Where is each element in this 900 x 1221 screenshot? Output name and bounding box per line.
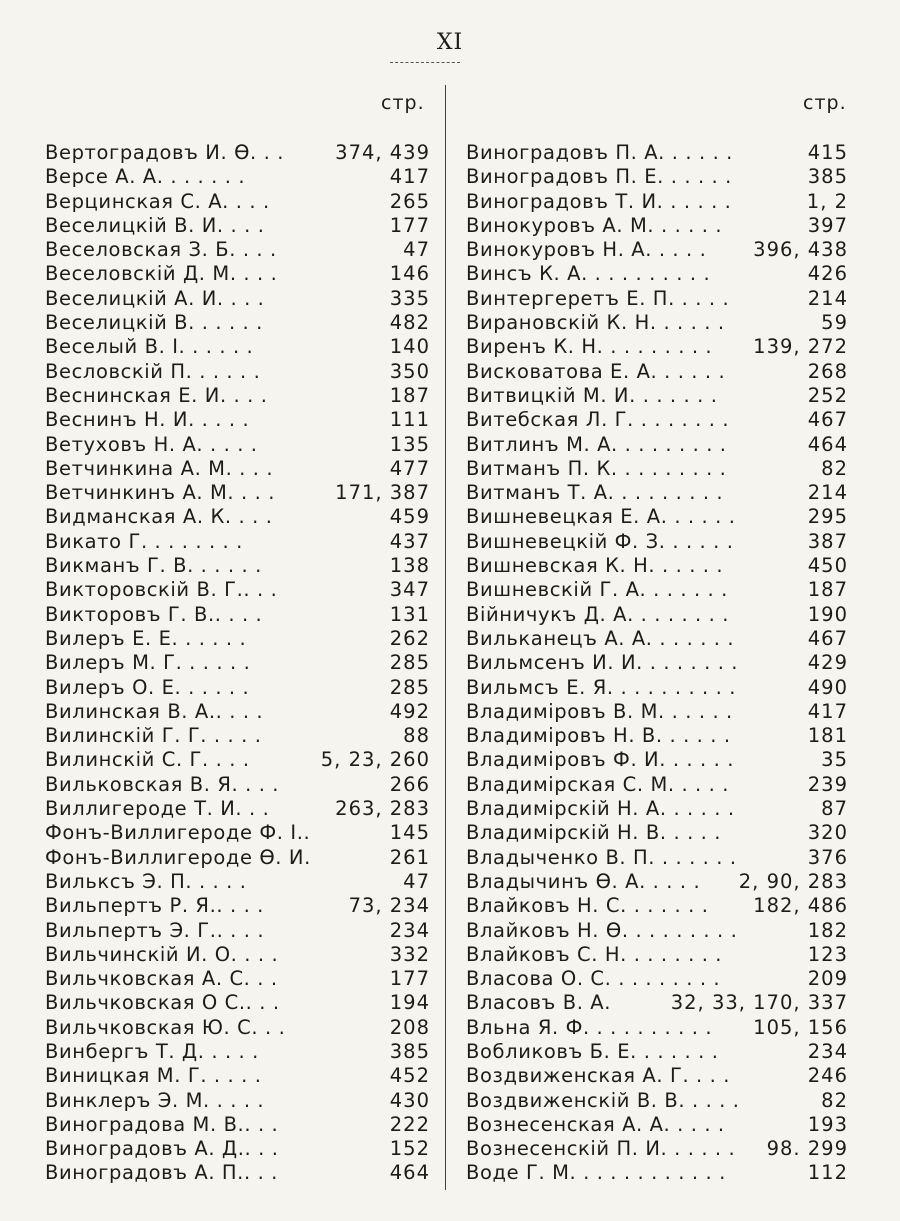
entry-pages: 182, 486 — [749, 894, 848, 918]
index-entry — [466, 919, 848, 943]
entry-name: Владимірскій Н. В. . . . . — [466, 821, 722, 845]
entry-pages: 187 — [804, 578, 848, 602]
entry-pages: 140 — [386, 335, 430, 359]
index-entry — [466, 870, 848, 894]
entry-name: Викманъ Г. В. . . . . . — [45, 554, 262, 578]
entry-pages: 222 — [386, 1113, 430, 1137]
entry-name: Владимірская С. М. . . . . — [466, 772, 730, 796]
entry-pages: 152 — [386, 1137, 430, 1161]
entry-pages: 490 — [804, 676, 848, 700]
entry-pages: 239 — [804, 773, 848, 797]
index-entry — [45, 360, 430, 384]
entry-pages: 112 — [804, 1161, 848, 1185]
entry-pages: 347 — [386, 578, 430, 602]
entry-name: Вознесенская А. А. . . . . — [466, 1112, 725, 1136]
entry-pages: 47 — [399, 238, 430, 262]
entry-name: Власова О. С. . . . . . . . . — [466, 967, 721, 991]
entry-pages: 320 — [804, 821, 848, 845]
header-rule — [390, 62, 460, 63]
entry-pages: 417 — [386, 165, 430, 189]
entry-name: Веселовскій Д. М. . . . — [45, 262, 278, 286]
entry-pages: 214 — [804, 287, 848, 311]
index-entry — [466, 554, 848, 578]
entry-name: Веселый В. І. . . . . . — [45, 335, 254, 359]
index-entry — [466, 773, 848, 797]
entry-name: Воздвиженскій В. В. . . . . — [466, 1088, 740, 1112]
entry-pages: 146 — [386, 262, 430, 286]
entry-name: Владыченко В. П. . . . . . . — [466, 845, 737, 869]
entry-name: Весловскій П. . . . . . — [45, 359, 261, 383]
entry-pages: 209 — [804, 967, 848, 991]
entry-pages: 429 — [804, 651, 848, 675]
entry-pages: 285 — [386, 651, 430, 675]
index-entry — [45, 554, 430, 578]
index-entry — [45, 919, 430, 943]
entry-pages: 385 — [386, 1040, 430, 1064]
entry-pages: 397 — [804, 214, 848, 238]
entry-name: Вильчковская Ю. С. . . — [45, 1015, 286, 1039]
index-entry — [466, 724, 848, 748]
entry-name: Вирановскій К. Н. . . . . . — [466, 311, 725, 335]
entry-name: Війничукъ Д. А. . . . . . . . — [466, 602, 730, 626]
entry-name: Винокуровъ Н. А. . . . . — [466, 238, 707, 262]
index-entry — [45, 797, 430, 821]
entry-pages: 88 — [399, 724, 430, 748]
entry-pages: 177 — [386, 967, 430, 991]
entry-pages: 437 — [386, 530, 430, 554]
index-entry — [45, 1161, 430, 1185]
entry-name: Вишневецкая Е. А. . . . . . — [466, 505, 736, 529]
entry-name: Влайковъ С. Н. . . . . . . . — [466, 942, 723, 966]
entry-name: Владиміровъ Н. В. . . . . . — [466, 724, 731, 748]
entry-pages: 295 — [804, 505, 848, 529]
index-entry — [45, 578, 430, 602]
entry-name: Витебская Л. Г. . . . . . . . — [466, 408, 730, 432]
entry-pages: 5, 23, 260 — [317, 748, 430, 772]
entry-pages: 32, 33, 170, 337 — [667, 991, 848, 1015]
entry-name: Вильмсъ Е. Я. . . . . . . . . . — [466, 675, 737, 699]
index-entry — [45, 821, 430, 845]
left-column-page-header: стр. — [381, 92, 425, 114]
index-entry — [466, 894, 848, 918]
entry-name: Вертоградовъ И. Ѳ. . . — [45, 141, 285, 164]
right-index-column — [466, 141, 848, 1186]
entry-name: Вильчинскій И. О. . . . — [45, 942, 279, 966]
entry-name: Вильканецъ А. А. . . . . . . — [466, 626, 735, 650]
entry-name: Веснинская Е. И. . . . — [45, 383, 268, 407]
entry-pages: 464 — [386, 1161, 430, 1185]
entry-pages: 246 — [804, 1064, 848, 1088]
entry-pages: 430 — [386, 1089, 430, 1113]
index-entry — [45, 530, 430, 554]
entry-name: Винклеръ Э. М. . . . . — [45, 1088, 265, 1112]
entry-name: Вилинскій Г. Г. . . . . — [45, 724, 262, 748]
left-index-column — [45, 141, 430, 1186]
index-entry — [466, 360, 848, 384]
entry-name: Влайковъ Н. Ѳ. . . . . . . . . — [466, 918, 738, 942]
entry-pages: 2, 90, 283 — [735, 870, 848, 894]
entry-pages: 138 — [386, 554, 430, 578]
index-entry — [466, 1040, 848, 1064]
entry-pages: 376 — [804, 846, 848, 870]
index-entry — [466, 457, 848, 481]
index-entry — [466, 846, 848, 870]
entry-pages: 350 — [386, 360, 430, 384]
index-entry — [466, 190, 848, 214]
index-entry — [45, 773, 430, 797]
entry-name: Вильковская В. Я. . . . — [45, 772, 280, 796]
entry-name: Веселицкій В. . . . . . — [45, 311, 263, 335]
index-entry — [45, 433, 430, 457]
index-entry — [45, 505, 430, 529]
entry-pages: 131 — [386, 603, 430, 627]
index-entry — [45, 165, 430, 189]
entry-name: Винтергеретъ Е. П. . . . . — [466, 286, 730, 310]
index-entry — [466, 335, 848, 359]
index-entry — [45, 870, 430, 894]
index-entry — [45, 1040, 430, 1064]
entry-name: Вилеръ Е. Е. . . . . . — [45, 626, 247, 650]
index-entry — [45, 603, 430, 627]
right-column-page-header: стр. — [803, 92, 847, 114]
index-entry — [45, 214, 430, 238]
index-entry — [466, 991, 848, 1015]
entry-name: Виноградовъ Т. И. . . . . . — [466, 189, 732, 213]
entry-pages: 268 — [804, 360, 848, 384]
entry-name: Ветчинкина А. М. . . . — [45, 456, 274, 480]
index-entry — [466, 700, 848, 724]
index-entry — [466, 627, 848, 651]
entry-name: Висковатова Е. А. . . . . . — [466, 359, 726, 383]
index-entry — [45, 700, 430, 724]
entry-name: Вишневскій Г. А. . . . . . . — [466, 578, 728, 602]
index-entry — [466, 1161, 848, 1185]
entry-pages: 374, 439 — [331, 141, 430, 165]
column-divider — [445, 85, 446, 1190]
entry-name: Власовъ В. А. — [466, 991, 612, 1015]
entry-name: Владиміровъ В. М. . . . . . — [466, 699, 733, 723]
entry-pages: 181 — [804, 724, 848, 748]
entry-pages: 82 — [817, 1089, 848, 1113]
entry-pages: 47 — [399, 870, 430, 894]
entry-pages: 105, 156 — [749, 1016, 848, 1040]
entry-pages: 135 — [386, 433, 430, 457]
index-entry — [466, 1089, 848, 1113]
index-entry — [466, 603, 848, 627]
index-entry — [45, 1064, 430, 1088]
index-entry — [45, 238, 430, 262]
entry-pages: 193 — [804, 1113, 848, 1137]
index-entry — [466, 262, 848, 286]
index-entry — [45, 335, 430, 359]
entry-name: Верцинская С. А. . . . — [45, 189, 270, 213]
entry-pages: 467 — [804, 408, 848, 432]
entry-pages: 187 — [386, 384, 430, 408]
entry-name: Вилеръ М. Г. . . . . . — [45, 651, 251, 675]
entry-pages: 459 — [386, 505, 430, 529]
index-entry — [466, 530, 848, 554]
index-entry — [45, 287, 430, 311]
index-entry — [466, 238, 848, 262]
entry-pages: 139, 272 — [749, 335, 848, 359]
index-entry — [466, 433, 848, 457]
entry-name: Воде Г. М. . . . . . . . . . . . — [466, 1161, 726, 1185]
index-entry — [466, 384, 848, 408]
entry-pages: 73, 234 — [345, 894, 430, 918]
entry-name: Вильмсенъ И. И. . . . . . . . — [466, 651, 739, 675]
entry-pages: 252 — [804, 384, 848, 408]
entry-name: Витлинъ М. А. . . . . . . . . — [466, 432, 727, 456]
entry-name: Виноградовъ А. Д.. . . — [45, 1137, 279, 1161]
entry-name: Вознесенскій П. И. . . . . . — [466, 1137, 736, 1161]
entry-name: Фонъ-Виллигероде Ф. І.. — [45, 821, 311, 845]
index-entry — [466, 311, 848, 335]
entry-name: Вльна Я. Ф. . . . . . . . . . — [466, 1015, 713, 1039]
index-entry — [45, 141, 430, 165]
index-entry — [466, 481, 848, 505]
entry-name: Вилеръ О. Е. . . . . . — [45, 675, 250, 699]
entry-pages: 266 — [386, 773, 430, 797]
index-entry — [45, 846, 430, 870]
index-entry — [466, 1016, 848, 1040]
entry-pages: 285 — [386, 676, 430, 700]
entry-pages: 82 — [817, 457, 848, 481]
index-entry — [45, 311, 430, 335]
entry-pages: 385 — [804, 165, 848, 189]
entry-name: Виноградовъ П. Е. . . . . . — [466, 165, 732, 189]
entry-name: Версе А. А. . . . . . . — [45, 165, 246, 189]
entry-name: Винбергъ Т. Д. . . . . — [45, 1039, 259, 1063]
entry-pages: 332 — [386, 943, 430, 967]
entry-name: Викато Г. . . . . . . . — [45, 529, 243, 553]
index-entry — [466, 1064, 848, 1088]
entry-pages: 450 — [804, 554, 848, 578]
index-entry — [45, 894, 430, 918]
index-entry — [466, 967, 848, 991]
entry-pages: 467 — [804, 627, 848, 651]
entry-pages: 415 — [804, 141, 848, 165]
entry-pages: 464 — [804, 433, 848, 457]
entry-name: Веселовская З. Б. . . . — [45, 238, 277, 262]
index-entry — [45, 967, 430, 991]
entry-name: Вильчковская А. С. . . — [45, 967, 278, 991]
index-entry — [45, 262, 430, 286]
entry-name: Веселицкій А. И. . . . — [45, 286, 265, 310]
entry-name: Винокуровъ А. М. . . . . . — [466, 213, 723, 237]
index-entry — [45, 384, 430, 408]
index-entry — [45, 190, 430, 214]
index-entry — [466, 505, 848, 529]
entry-name: Вишневская К. Н. . . . . . — [466, 554, 724, 578]
entry-pages: 35 — [817, 748, 848, 772]
index-entry — [466, 943, 848, 967]
index-entry — [466, 797, 848, 821]
entry-pages: 208 — [386, 1016, 430, 1040]
entry-name: Ветуховъ Н. А. . . . . — [45, 432, 258, 456]
entry-pages: 171, 387 — [331, 481, 430, 505]
entry-pages: 98. 299 — [763, 1137, 848, 1161]
entry-pages: 111 — [386, 408, 430, 432]
entry-name: Винсъ К. А. . . . . . . . . . — [466, 262, 711, 286]
entry-pages: 477 — [386, 457, 430, 481]
index-entry — [45, 724, 430, 748]
entry-name: Вильпертъ Р. Я.. . . . — [45, 894, 264, 918]
index-entry — [45, 1016, 430, 1040]
entry-pages: 426 — [804, 262, 848, 286]
entry-name: Вильксъ Э. П. . . . . — [45, 869, 247, 893]
index-entry — [45, 408, 430, 432]
entry-pages: 177 — [386, 214, 430, 238]
index-entry — [466, 141, 848, 165]
index-entry — [466, 821, 848, 845]
entry-name: Вобликовъ Б. Е. . . . . . . — [466, 1039, 719, 1063]
index-entry — [466, 676, 848, 700]
entry-name: Владычинъ Ѳ. А. . . . . — [466, 869, 701, 893]
entry-name: Веснинъ Н. И. . . . . — [45, 408, 250, 432]
index-entry — [45, 1089, 430, 1113]
entry-name: Воздвиженская А. Г. . . . — [466, 1064, 731, 1088]
entry-name: Владимірскій Н. А. . . . . . — [466, 797, 735, 821]
index-entry — [45, 627, 430, 651]
entry-pages: 123 — [804, 943, 848, 967]
entry-name: Вильчковская О С.. . . — [45, 991, 280, 1015]
entry-name: Ветчинкинъ А. М. . . . — [45, 481, 276, 505]
entry-pages: 1, 2 — [803, 190, 848, 214]
entry-pages: 190 — [804, 603, 848, 627]
entry-pages: 492 — [386, 700, 430, 724]
index-entry — [466, 578, 848, 602]
entry-name: Владиміровъ Ф. И. . . . . . — [466, 748, 735, 772]
entry-pages: 182 — [804, 919, 848, 943]
index-entry — [45, 991, 430, 1015]
index-entry — [45, 1137, 430, 1161]
entry-pages: 387 — [804, 530, 848, 554]
entry-name: Витвицкій М. И. . . . . . . — [466, 383, 718, 407]
index-entry — [45, 748, 430, 772]
entry-name: Виренъ К. Н. . . . . . . . . — [466, 335, 713, 359]
entry-pages: 214 — [804, 481, 848, 505]
entry-name: Вилинскій С. Г. . . . — [45, 748, 250, 772]
entry-name: Веселицкій В. И. . . . — [45, 213, 265, 237]
entry-pages: 234 — [386, 919, 430, 943]
entry-pages: 417 — [804, 700, 848, 724]
index-entry — [45, 481, 430, 505]
entry-pages: 482 — [386, 311, 430, 335]
index-entry — [466, 287, 848, 311]
entry-pages: 261 — [386, 846, 430, 870]
entry-name: Фонъ-Виллигероде Ѳ. И. — [45, 845, 311, 869]
entry-pages: 234 — [804, 1040, 848, 1064]
entry-name: Влайковъ Н. С. . . . . . . — [466, 894, 709, 918]
index-entry — [45, 943, 430, 967]
entry-pages: 265 — [386, 190, 430, 214]
index-entry — [45, 1113, 430, 1137]
entry-name: Витманъ Т. А. . . . . . . . . — [466, 481, 724, 505]
index-entry — [466, 748, 848, 772]
index-entry — [466, 214, 848, 238]
entry-name: Вилинская В. А.. . . . — [45, 699, 264, 723]
entry-name: Виноградова М. В.. . . — [45, 1112, 279, 1136]
entry-name: Видманская А. К. . . . — [45, 505, 273, 529]
entry-pages: 396, 438 — [749, 238, 848, 262]
entry-pages: 194 — [386, 991, 430, 1015]
entry-name: Вильпертъ Э. Г.. . . . — [45, 918, 265, 942]
entry-pages: 87 — [817, 797, 848, 821]
page-number: XI — [436, 30, 464, 55]
index-entry — [466, 1137, 848, 1161]
entry-name: Виницкая М. Г. . . . . — [45, 1064, 262, 1088]
entry-pages: 145 — [386, 821, 430, 845]
index-entry — [45, 457, 430, 481]
entry-pages: 452 — [386, 1064, 430, 1088]
index-entry — [45, 676, 430, 700]
index-entry — [466, 1113, 848, 1137]
entry-name: Вишневецкій Ф. З. . . . . . — [466, 529, 734, 553]
entry-name: Витманъ П. К. . . . . . . . . — [466, 456, 727, 480]
entry-name: Виноградовъ П. А. . . . . . — [466, 141, 733, 164]
entry-pages: 335 — [386, 287, 430, 311]
entry-pages: 262 — [386, 627, 430, 651]
entry-pages: 59 — [817, 311, 848, 335]
entry-name: Виллигероде Т. И. . . — [45, 797, 270, 821]
index-entry — [466, 651, 848, 675]
index-entry — [466, 165, 848, 189]
entry-name: Викторовъ Г. В.. . . . — [45, 602, 263, 626]
index-entry — [45, 651, 430, 675]
entry-name: Викторовскій В. Г.. . . — [45, 578, 278, 602]
entry-name: Виноградовъ А. П.. . . — [45, 1161, 278, 1185]
index-entry — [466, 408, 848, 432]
entry-pages: 263, 283 — [331, 797, 430, 821]
